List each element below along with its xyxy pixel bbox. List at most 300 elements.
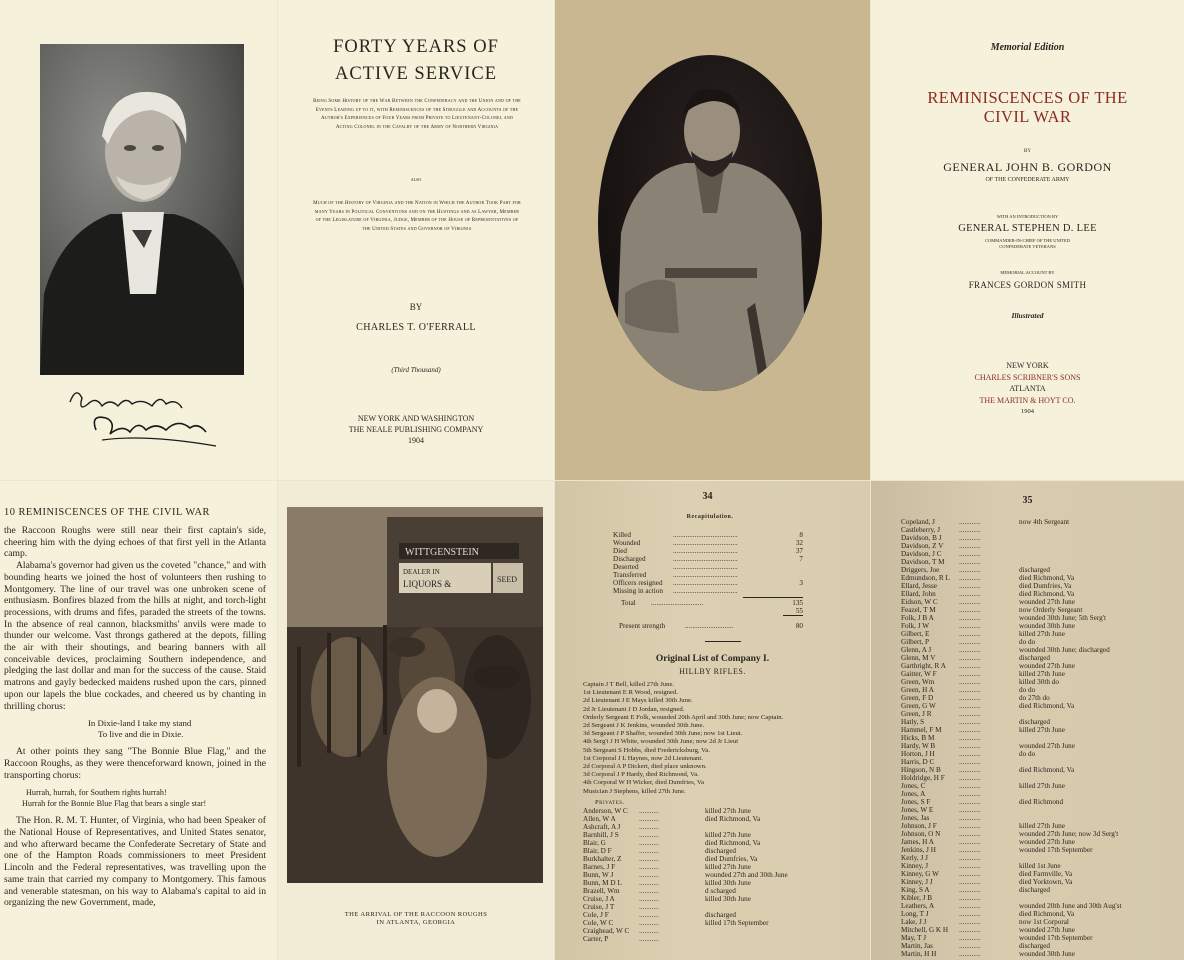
roster-entry <box>901 910 1184 918</box>
soldier-name: Davidson, J C <box>901 550 942 558</box>
soldier-note: wounded 30th June <box>1019 622 1075 630</box>
leader-dots: ............ <box>959 598 981 606</box>
roster-entry <box>901 694 1184 702</box>
leader-dots: ............ <box>959 766 981 774</box>
private-name: Burkhalter, Z <box>583 855 622 863</box>
soldier-name: Driggers, Joe <box>901 566 940 574</box>
private-entry <box>583 831 865 839</box>
leader-dots: ............ <box>959 942 981 950</box>
place-atlanta: ATLANTA <box>1009 384 1046 393</box>
gordon-frontispiece-page <box>555 0 870 480</box>
officer-entry: 4th Serg't J H White, wounded 30th June; now 2d Jr Lieut <box>583 738 739 746</box>
leader-dots: ............ <box>959 838 981 846</box>
private-name: Craighead, W C <box>583 927 630 935</box>
officer-entry: 4th Corporal W H Wicker, died Dumfries, Va <box>583 779 704 787</box>
leader-dots: ............ <box>959 854 981 862</box>
soldier-note: wounded 30th June; discharged <box>1019 646 1110 654</box>
soldier-note: killed 27th June <box>1019 670 1065 678</box>
leader-dots: ............ <box>959 878 981 886</box>
recap-label: Killed <box>613 531 631 539</box>
recap-label: Transferred <box>613 571 647 579</box>
ocferrall-title-page <box>278 0 554 480</box>
officer-entry: 3d Sergeant J P Shaffer, wounded 30th June; now 1st Lieut. <box>583 730 743 738</box>
soldier-name: Ellard, Jesse <box>901 582 937 590</box>
soldier-name: Kibler, J B <box>901 894 933 902</box>
leader-dots: ........... <box>639 839 659 847</box>
illustration-caption-2: IN ATLANTA, GEORGIA <box>376 919 456 926</box>
company-name: HILLBY RIFLES. <box>679 667 746 676</box>
recap-row <box>613 555 803 563</box>
soldier-name: Green, F D <box>901 694 934 702</box>
soldier-name: Castleberry, J <box>901 526 941 534</box>
recap-row <box>613 547 803 555</box>
roster-entry <box>901 846 1184 854</box>
soldier-name: Edmundson, R L <box>901 574 950 582</box>
leader-dots: ............ <box>959 638 981 646</box>
leader-dots: ............ <box>959 926 981 934</box>
roster-entry <box>901 742 1184 750</box>
roster-entry <box>901 798 1184 806</box>
roster-entry <box>901 686 1184 694</box>
soldier-name: Hardy, W B <box>901 742 936 750</box>
leader-dots: ............ <box>959 662 981 670</box>
soldier-name: Hingson, N B <box>901 766 941 774</box>
soldier-name: Holdridge, H F <box>901 774 945 782</box>
soldier-note: wounded 27th June <box>1019 662 1075 670</box>
recap-value: 8 <box>799 531 803 539</box>
roster-entry <box>901 558 1184 566</box>
soldier-note: wounded 27th June; now 3d Serg't <box>1019 830 1119 838</box>
paragraph-1: the Raccoon Roughs were still near their first captain's side, cheering him with the dying echoes of that first yell in the Atlanta camp. <box>4 525 266 560</box>
leader-dots: ............ <box>959 694 981 702</box>
roster-entry <box>901 830 1184 838</box>
soldier-note: died Richmond, Va <box>1019 702 1075 710</box>
private-note: wounded 27th and 30th June <box>705 871 788 879</box>
soldier-note: killed 27th June <box>1019 822 1065 830</box>
private-note: killed 30th June <box>705 895 751 903</box>
soldier-name: James, H A <box>901 838 934 846</box>
publisher-place: NEW YORK AND WASHINGTON <box>357 414 475 423</box>
soldier-name: Copeland, J <box>901 518 935 526</box>
soldier-note: discharged <box>1019 886 1051 894</box>
verse-2: To live and die in Dixie. <box>98 729 184 740</box>
leader-dots: ........... <box>639 855 659 863</box>
officer-entry: 2d Corporal A P Dickert, died place unknown. <box>583 763 707 771</box>
soldier-name: Folk, J W <box>901 622 930 630</box>
leader-dots: ............ <box>959 774 981 782</box>
intro-sub-1: COMMANDER-IN-CHIEF OF THE UNITED <box>984 238 1071 243</box>
soldier-name: Mitchell, G K H <box>901 926 949 934</box>
leader-dots: ............ <box>959 910 981 918</box>
sign-wittgenstein: WITTGENSTEIN <box>405 547 479 558</box>
leader-dots: .................................... <box>673 555 738 563</box>
memorial-edition-label: Memorial Edition <box>990 42 1065 53</box>
recap-label: Died <box>613 547 627 555</box>
private-entry <box>583 839 865 847</box>
soldier-name: Davidson, B J <box>901 534 942 542</box>
by-label: BY <box>1024 149 1031 154</box>
leader-dots: ............ <box>959 894 981 902</box>
private-name: Allen, W A <box>583 815 616 823</box>
roster-entry <box>901 942 1184 950</box>
leader-dots: .................................... <box>673 539 738 547</box>
soldier-name: Johnson, O N <box>901 830 941 838</box>
roster-entry <box>901 790 1184 798</box>
verse-3: Hurrah, hurrah, for Southern rights hurrah! <box>26 788 167 798</box>
soldier-name: Davidson, T M <box>901 558 945 566</box>
leader-dots: ............ <box>959 934 981 942</box>
roster-entry <box>901 750 1184 758</box>
privates-list <box>583 807 865 943</box>
leader-dots: ............ <box>959 678 981 686</box>
memorial-by-label: MEMORIAL ACCOUNT BY <box>1000 270 1055 275</box>
recap-totals: Total ............................. 135 55 <box>621 599 803 615</box>
private-entry <box>583 847 865 855</box>
leader-dots: .................................... <box>673 563 738 571</box>
leader-dots: ............ <box>959 526 981 534</box>
soldier-note: wounded 27th June <box>1019 598 1075 606</box>
private-note: killed 27th June <box>705 863 751 871</box>
soldier-name: Leathers, A <box>901 902 935 910</box>
recap-label: Wounded <box>613 539 641 547</box>
gordon-title-line1: REMINISCENCES OF THE <box>927 88 1128 107</box>
soldier-name: Jones, C <box>901 782 926 790</box>
officer-entry: 1st Lieutenant E R Wood, resigned. <box>583 689 678 697</box>
book-title-line2: ACTIVE SERVICE <box>334 64 498 84</box>
intro-sub-2: CONFEDERATE VETERANS <box>999 244 1056 249</box>
soldier-note: do do <box>1019 750 1036 758</box>
sign-seed: SEED <box>497 575 517 584</box>
leader-dots: ............ <box>959 806 981 814</box>
publication-year: 1904 <box>1021 408 1034 415</box>
recap-value: 3 <box>799 579 803 587</box>
leader-dots: ............ <box>959 534 981 542</box>
leader-dots: ............ <box>959 686 981 694</box>
leader-dots: ............ <box>959 614 981 622</box>
soldier-note: died Richmond, Va <box>1019 590 1075 598</box>
private-note: d scharged <box>705 887 736 895</box>
total-label: Total <box>621 599 636 607</box>
soldier-name: Lake, J J <box>901 918 927 926</box>
private-entry <box>583 855 865 863</box>
soldier-name: Jones, S F <box>901 798 931 806</box>
roster-entry <box>901 886 1184 894</box>
leader-dots: ............ <box>959 710 981 718</box>
author-name: CHARLES T. O'FERRALL <box>356 322 476 333</box>
roster-page-34: 34 Recapitulation. Killed .................................... 8 Wounded .................................... 32 Died .................................... 37 Discharged .................................... 7 Deserted .................................... Transferred .................................... Officers resigned .................................... 3 Missing in action .................................... Total ............................. 135 55 Present strength ........................... 80 Original List of Company I. HILLBY RIFLES. Captain J T Bell, killed 27th June. 1st Lieutenant E R Wood, resigned. 2d Lieutenant J E Mays killed 30th June. 2d Jr Lieutenant J D Jordan, resigned. Orderly Sergeant E Folk, wounded 20th April and 30th June; now Captain. 2d Sergeant J K Jenkins, wounded 30th June. 3d Sergeant J P Shaffer, wounded 30th June; now 1st Lieut. 4th Serg't J H White, wounded 30th June; now 2d Jr Lieut 5th Sergeant S Hobbs, died Fredericksburg, Va. 1st Corporal J L Haynes, now 2d Lieutenant. 2d Corporal A P Dickert, died place unknown. 3d Corporal J P Hardy, died Richmond, Va. 4th Corporal W H Wicker, died Dumfries, Va Musician J Stephens, killed 27th June. Privates. Anderson, W C ........... killed 27th June Allen, W A ........... died Richmond, Va Ashcraft, A J ........... Barnhill, J S ........... killed 27th June Blair, G ........... died Richmond, Va Blair, D F ........... discharged Burkhalter, Z ........... died Dumfries, Va Barnes, J F ........... killed 27th June Bunn, W J ........... wounded 27th and 30th June Bunn, M D L ........... killed 30th June Brazell, Wm ........... d scharged Cruise, J A ........... killed 30th June Cruise, J T ........... Cole, J F ........... discharged Cole, W C ........... killed 17th September Craighead, W C ........... Carter, P ........... <box>555 481 870 960</box>
by-label: BY <box>409 302 423 312</box>
soldier-note: discharged <box>1019 654 1051 662</box>
edition-note: (Third Thousand) <box>391 366 441 374</box>
soldier-note: wounded 30th June <box>1019 950 1075 958</box>
roster-entry <box>901 870 1184 878</box>
leader-dots: ............ <box>959 790 981 798</box>
leader-dots: ............ <box>959 862 981 870</box>
leader-dots: ............ <box>959 846 981 854</box>
private-note: killed 27th June <box>705 807 751 815</box>
sign-liquors: LIQUORS & <box>403 579 452 589</box>
roster-entry <box>901 734 1184 742</box>
soldier-note: died Richmond, Va <box>1019 766 1075 774</box>
roster-entry <box>901 782 1184 790</box>
leader-dots: ........... <box>639 919 659 927</box>
officer-entry: 5th Sergeant S Hobbs, died Fredericksburg, Va. <box>583 746 710 754</box>
officer-entry: 1st Corporal J L Haynes, now 2d Lieutenant. <box>583 754 703 762</box>
intro-author: GENERAL STEPHEN D. LEE <box>958 223 1097 234</box>
roster-entry <box>901 534 1184 542</box>
recap-row <box>613 579 803 587</box>
private-entry <box>583 807 865 815</box>
private-note: discharged <box>705 847 737 855</box>
private-name: Blair, D F <box>583 847 612 855</box>
soldier-note: wounded 27th June <box>1019 926 1075 934</box>
leader-dots: ............ <box>959 550 981 558</box>
leader-dots: ............ <box>959 750 981 758</box>
recap-value: 7 <box>799 555 803 563</box>
leader-dots: ............ <box>959 742 981 750</box>
private-entry <box>583 895 865 903</box>
private-note: killed 30th June <box>705 879 751 887</box>
soldier-name: Hammel, F M <box>901 726 942 734</box>
private-note: died Richmond, Va <box>705 815 761 823</box>
ocferrall-frontispiece-page <box>0 0 277 480</box>
soldier-name: Jones, Jas <box>901 814 930 822</box>
roster-entry <box>901 646 1184 654</box>
roster-entry <box>901 590 1184 598</box>
book-title-line1: FORTY YEARS OF <box>333 37 499 57</box>
roster-entry <box>901 598 1184 606</box>
leader-dots: ............ <box>959 558 981 566</box>
book-subtitle: Being Some History of the War Between the Confederacy and the Union and of the Events Leading up to it, with Reminiscences of the Struggle and Accounts of the Author's Experiences of Four Years from Private to Lieutenant-Colonel and Acting Colonel in the Cavalry of the Army of Northern Virginia <box>313 99 521 130</box>
paragraph-2: Alabama's governor had given us the coveted "chance," and with bounding hearts we joined the host of volunteers then rushing to Montgomery. The line of our travel was one unbroken scene of enthusiasm. Bonfires blazed from the hills at night, and torch-light processions, with drums and fifes, paraded the streets of the towns. In the absence of real cannon, blacksmiths' anvils were made to thunder our welcome. Vast throngs gathered at the depots, filling the air with their shoutings, and bearing banners with all conceivable devices, proclaiming Southern independence, and pledging the last dollar and man for the success of the cause. Staid matrons and gayly bedecked maidens rushed upon the cars, pinned upon our lapels the blue cockades, and cheered us by chanting in thrilling chorus: <box>4 560 266 712</box>
book-subtitle-2: Much of the History of Virginia and the Nation in Which the Author Took Part for many Years in Political Conventions and on the Hustings and as Lawyer, Member of the Legislature of Virginia, Judge, Member of the House of Representatives of the United States and Governor of Virginia <box>313 201 521 232</box>
recap-label: Missing in action <box>613 587 663 595</box>
private-name: Barnhill, J S <box>583 831 619 839</box>
total-value: 135 <box>792 599 803 607</box>
leader-dots: ............ <box>959 734 981 742</box>
soldier-name: Green, Wm <box>901 678 935 686</box>
leader-dots: ............ <box>959 574 981 582</box>
soldier-name: Davidson, Z V <box>901 542 944 550</box>
also-label: also <box>410 178 422 183</box>
roster-entry <box>901 774 1184 782</box>
soldier-name: Green, G W <box>901 702 936 710</box>
soldier-name: Martin, H H <box>901 950 937 958</box>
leader-dots: ............ <box>959 782 981 790</box>
roster-entry <box>901 878 1184 886</box>
officer-entry: 2d Lieutenant J E Mays killed 30th June. <box>583 697 693 705</box>
soldier-note: killed 27th June <box>1019 630 1065 638</box>
leader-dots: ........... <box>639 911 659 919</box>
leader-dots: ........... <box>639 903 659 911</box>
private-note: died Dumfries, Va <box>705 855 758 863</box>
leader-dots: ............ <box>959 606 981 614</box>
roster-entry <box>901 582 1184 590</box>
leader-dots: ........... <box>639 935 659 943</box>
roster-entry <box>901 574 1184 582</box>
ocferrall-portrait-image <box>40 44 244 375</box>
roster-entry <box>901 814 1184 822</box>
gordon-author: GENERAL JOHN B. GORDON <box>943 160 1112 174</box>
leader-dots: ........... <box>639 887 659 895</box>
raccoon-roughs-illustration <box>287 507 543 883</box>
roster-entry <box>901 606 1184 614</box>
recap-value: 37 <box>795 547 803 555</box>
publication-year: 1904 <box>408 436 424 445</box>
private-entry <box>583 903 865 911</box>
roster-entry <box>901 654 1184 662</box>
privates-label: Privates. <box>595 799 625 806</box>
soldier-name: Ellard, John <box>901 590 936 598</box>
leader-dots: ............ <box>959 726 981 734</box>
gordon-portrait-image <box>595 53 825 393</box>
soldier-name: Horton, J H <box>901 750 935 758</box>
intro-by-label: WITH AN INTRODUCTION BY <box>996 214 1059 219</box>
soldier-name: Long, T J <box>901 910 929 918</box>
private-name: Blair, G <box>583 839 606 847</box>
leader-dots: ............ <box>959 902 981 910</box>
soldier-name: Glenn, A J <box>901 646 932 654</box>
recap-label: Officers resigned <box>613 579 663 587</box>
recap-row <box>613 563 803 571</box>
soldier-note: wounded 17th September <box>1019 934 1093 942</box>
leader-dots: ............ <box>959 518 981 526</box>
soldier-name: Johnson, J F <box>901 822 937 830</box>
recap-title: Recapitulation. <box>686 514 734 520</box>
page-number-35: 35 <box>1022 495 1033 506</box>
soldier-note: killed 1st June <box>1019 862 1061 870</box>
recap-label: Deserted <box>613 563 639 571</box>
soldier-name: Glenn, M V <box>901 654 936 662</box>
recap-list <box>613 531 803 595</box>
verse-4: Hurrah for the Bonnie Blue Flag that bears a single star! <box>22 799 207 809</box>
officer-entry: Captain J T Bell, killed 27th June. <box>583 681 675 688</box>
leader-dots: ............ <box>959 622 981 630</box>
soldier-note: discharged <box>1019 942 1051 950</box>
roster-entry <box>901 678 1184 686</box>
leader-dots: ............ <box>959 670 981 678</box>
leader-dots: ........... <box>639 871 659 879</box>
recap-row <box>613 587 803 595</box>
leader-dots: ............ <box>959 798 981 806</box>
private-name: Barnes, J F <box>583 863 616 871</box>
leader-dots: ............ <box>959 590 981 598</box>
private-entry <box>583 871 865 879</box>
soldier-name: Jones, A <box>901 790 926 798</box>
gordon-title-line2: CIVIL WAR <box>983 107 1072 126</box>
gordon-author-sub: OF THE CONFEDERATE ARMY <box>985 177 1070 183</box>
private-name: Cruise, J A <box>583 895 615 903</box>
roster-entry <box>901 566 1184 574</box>
roster-entry <box>901 630 1184 638</box>
roster-entry <box>901 718 1184 726</box>
soldier-note: now 4th Sergeant <box>1019 518 1070 526</box>
soldier-note: died Richmond, Va <box>1019 910 1075 918</box>
soldier-name: Martin, Jas <box>901 942 933 950</box>
private-name: Brazell, Wm <box>583 887 620 895</box>
leader-dots: .................................... <box>673 531 738 539</box>
leader-dots: ............ <box>959 566 981 574</box>
private-entry <box>583 911 865 919</box>
roster-entry <box>901 934 1184 942</box>
leader-dots: ............ <box>959 654 981 662</box>
private-entry <box>583 935 865 943</box>
soldier-name: Hicks, B M <box>901 734 935 742</box>
leader-dots: ............ <box>959 918 981 926</box>
recap-row <box>613 539 803 547</box>
soldier-name: Kinney, G W <box>901 870 939 878</box>
soldier-name: Eidson, W C <box>901 598 938 606</box>
soldier-name: Kerly, J J <box>901 854 928 862</box>
soldier-note: do do <box>1019 686 1036 694</box>
officer-entry: 2d Jr Lieutenant J D Jordan, resigned. <box>583 705 685 713</box>
roster-entry <box>901 726 1184 734</box>
roster-entry <box>901 614 1184 622</box>
soldier-name: King, S A <box>901 886 930 894</box>
roster-entry <box>901 542 1184 550</box>
sub-value: 55 <box>795 607 803 615</box>
verse-1: In Dixie-land I take my stand <box>88 718 192 729</box>
leader-dots: ........... <box>639 847 659 855</box>
private-name: Cole, W C <box>583 919 614 927</box>
leader-dots: ............ <box>959 758 981 766</box>
page-number-34: 34 <box>702 491 713 502</box>
place-new-york: NEW YORK <box>1006 361 1049 370</box>
soldier-note: died Dumfries, Va <box>1019 582 1072 590</box>
present-strength-label: Present strength <box>619 622 666 630</box>
officer-entry: 3d Corporal J P Hardy, died Richmond, Va. <box>583 771 699 779</box>
leader-dots: .................................... <box>673 587 738 595</box>
roster-entry <box>901 526 1184 534</box>
ocferrall-signature <box>66 384 226 454</box>
roster-entry <box>901 758 1184 766</box>
leader-dots: ............ <box>959 718 981 726</box>
private-name: Cruise, J T <box>583 903 615 911</box>
publisher-scribners: CHARLES SCRIBNER'S SONS <box>974 372 1081 382</box>
private-note: discharged <box>705 911 737 919</box>
soldier-name: Kinney, J J <box>901 878 933 886</box>
soldier-name: Gilbert, E <box>901 630 930 638</box>
roster-entry <box>901 518 1184 526</box>
roster-entry <box>901 662 1184 670</box>
leader-dots: ........... <box>639 815 659 823</box>
leader-dots: .................................... <box>673 571 738 579</box>
leader-dots: ............ <box>959 886 981 894</box>
roster-entry <box>901 902 1184 910</box>
soldier-note: wounded 30th June; 5th Serg't <box>1019 614 1107 622</box>
soldier-note: killed 30th do <box>1019 678 1059 686</box>
soldier-name: Gilbert, P <box>901 638 929 646</box>
leader-dots: ............ <box>959 830 981 838</box>
roster-entry <box>901 710 1184 718</box>
officer-entry: Musician J Stephens, killed 27th June. <box>583 787 686 795</box>
leader-dots: .................................... <box>673 579 738 587</box>
soldier-note: do do <box>1019 638 1036 646</box>
roster-entry <box>901 950 1184 958</box>
private-entry <box>583 815 865 823</box>
illustration-page <box>278 481 554 960</box>
private-entry <box>583 879 865 887</box>
private-name: Ashcraft, A J <box>583 823 621 831</box>
soldier-note: wounded 27th June <box>1019 838 1075 846</box>
roster-entry <box>901 926 1184 934</box>
illustrated-label: Illustrated <box>1011 311 1044 320</box>
roster-entry <box>901 670 1184 678</box>
officer-entry: 2d Sergeant J K Jenkins, wounded 30th June. <box>583 722 705 730</box>
soldier-name: Harris, D C <box>901 758 935 766</box>
roster-page-35 <box>871 481 1184 960</box>
roster-entry <box>901 822 1184 830</box>
